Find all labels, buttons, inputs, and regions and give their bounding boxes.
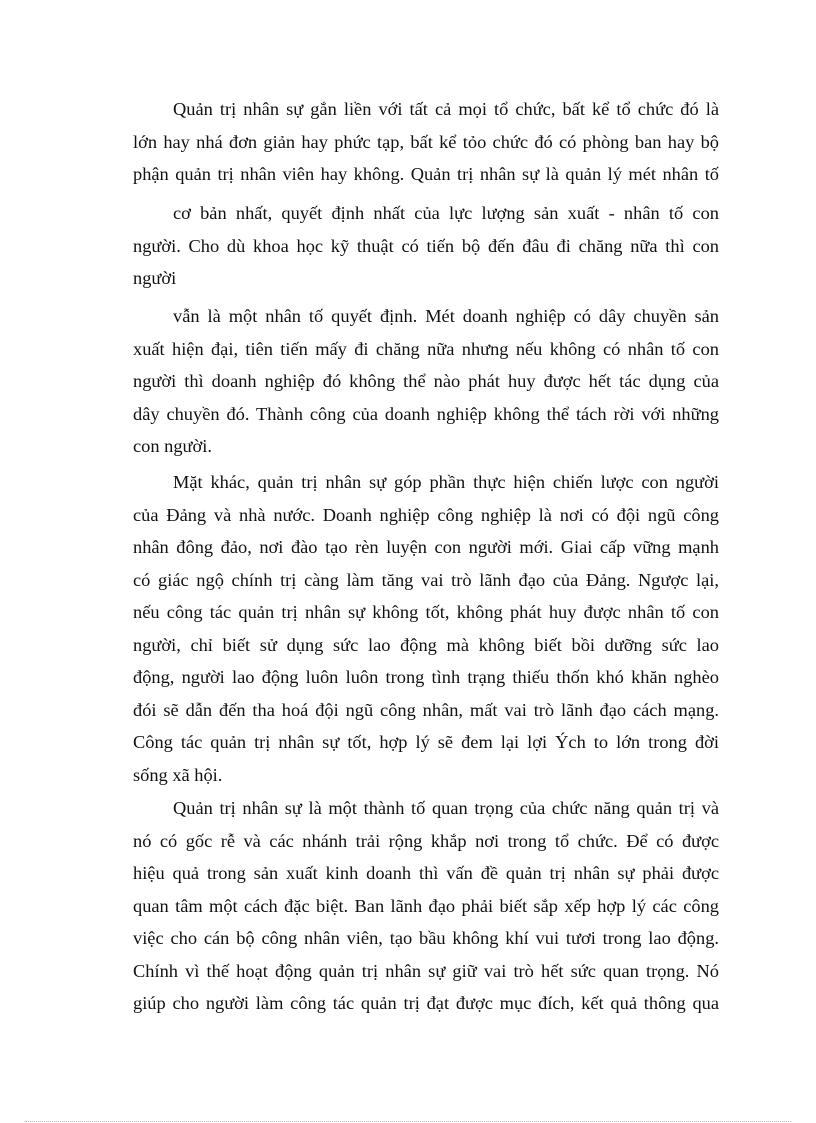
text-line: dây chuyền đó. Thành công của doanh nghiệp không thể tách rời với những — [133, 403, 719, 424]
text-line: động, người lao động luôn luôn trong tình trạng thiếu thốn khó khăn nghèo — [133, 667, 719, 687]
text-line: Quản trị nhân sự là một thành tố quan trọng của chức năng quản trị và — [173, 798, 719, 818]
text-line: của Đảng và nhà nước. Doanh nghiệp công nghiệp là nơi có đội ngũ công — [133, 504, 719, 525]
text-line: xuất hiện đại, tiên tiến mấy đi chăng nữa nhưng nếu không có nhân tố con — [133, 338, 719, 359]
text-line: nhân đông đảo, nơi đào tạo rèn luyện con người mới. Giai cấp vững mạnh — [133, 537, 719, 557]
text-line: nó có gốc rễ và các nhánh trải rộng khắp nơi trong tổ chức. Để có được — [133, 830, 719, 851]
paragraph-management-role — [133, 792, 719, 1020]
text-line: cơ bản nhất, quyết định nhất của lực lượng sản xuất - nhân tố con — [173, 203, 719, 223]
text-line: phận quản trị nhân viên hay không. Quản trị nhân sự là quản lý mét nhân tố — [133, 164, 719, 184]
text-line: giúp cho người làm công tác quản trị đạt được mục đích, kết quả thông qua — [133, 993, 719, 1013]
text-line: con người. — [133, 436, 212, 456]
text-line: sống xã hội. — [133, 764, 223, 785]
text-line: vẫn là một nhân tố quyết định. Mét doanh nghiệp có dây chuyền sản — [173, 306, 719, 326]
page-bottom-divider — [25, 1121, 791, 1122]
text-line: lớn hay nhá đơn giản hay phức tạp, bất kể tỏo chức đó có phòng ban hay bộ — [133, 131, 719, 152]
text-line: nếu công tác quản trị nhân sự không tốt, không phát huy được nhân tố con — [133, 602, 719, 622]
text-line: người thì doanh nghiệp đó không thể nào phát huy được hết tác dụng của — [133, 371, 719, 391]
text-line: việc cho cán bộ công nhân viên, tạo bầu không khí vui tươi trong lao động. — [133, 928, 719, 948]
paragraph-decisive-factor — [133, 300, 719, 463]
paragraph-party-strategy — [133, 466, 719, 791]
paragraph-human-factor-continued — [133, 230, 719, 263]
text-line: Chính vì thế hoạt động quản trị nhân sự giữ vai trò hết sức quan trọng. Nó — [133, 960, 719, 981]
text-line: đói sẽ dẫn đến tha hoá đội ngũ công nhân, mất vai trò lãnh đạo cách mạng. — [133, 699, 719, 720]
text-line: Công tác quản trị nhân sự tốt, hợp lý sẽ đem lại lợi Ých to lớn trong đời — [133, 732, 719, 752]
paragraph-hr-definition — [133, 93, 719, 191]
text-line: người. Cho dù khoa học kỹ thuật có tiến bộ đến đâu đi chăng nữa thì con — [133, 235, 719, 256]
paragraph-human-factor — [173, 197, 719, 230]
text-line: hiệu quả trong sản xuất kinh doanh thì vấn đề quản trị nhân sự phải được — [133, 863, 719, 883]
text-line: người — [133, 268, 177, 288]
paragraph-fragment — [133, 262, 719, 295]
text-line: có giác ngộ chính trị càng làm tăng vai trò lãnh đạo của Đảng. Ngược lại, — [133, 569, 719, 590]
text-line: Quản trị nhân sự gắn liền với tất cả mọi tổ chức, bất kể tổ chức đó là — [173, 99, 719, 119]
text-line: Mặt khác, quản trị nhân sự góp phần thực hiện chiến lược con người — [173, 472, 719, 492]
text-line: người, chỉ biết sử dụng sức lao động mà không biết bồi dưỡng sức lao — [133, 634, 719, 655]
text-line: quan tâm một cách đặc biệt. Ban lãnh đạo phải biết sắp xếp hợp lý các công — [133, 895, 719, 916]
